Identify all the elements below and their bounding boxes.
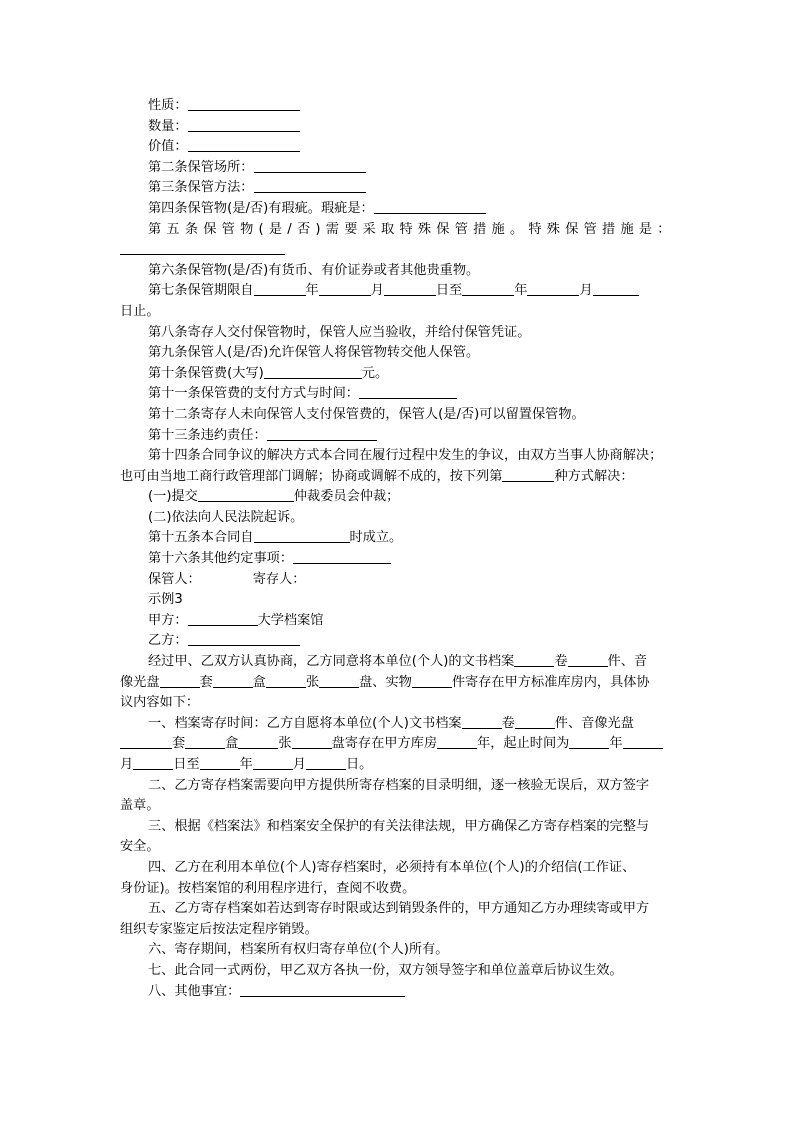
set-label: 套 [199, 674, 213, 690]
blank-line [188, 96, 300, 111]
article-text: 件、音像光盘 [554, 715, 634, 731]
blank-line [120, 734, 172, 749]
blank-line [254, 281, 306, 296]
yuan-label: 元。 [361, 365, 389, 381]
article-6 [120, 940, 675, 961]
paragraph-text: 件、音 [607, 654, 648, 670]
custodian-label: 保管人： [148, 571, 201, 587]
article-4-cont [120, 879, 675, 900]
day-label: 日。 [345, 757, 373, 772]
option-text: 仲裁委员会仲裁； [293, 489, 400, 505]
blank-line [593, 281, 639, 296]
article-2 [120, 776, 675, 797]
agreement-intro-cont [120, 673, 675, 694]
clause-4 [120, 199, 675, 220]
blank-line [306, 755, 346, 770]
clause-5-blank [120, 240, 675, 261]
clause-text: 第五条保管物(是/否)需要采取特殊保管措施。特殊保管措施是： [148, 221, 675, 237]
sheet-label: 张 [305, 674, 320, 690]
blank-line [437, 734, 477, 749]
quantity-label: 数量： [148, 118, 188, 134]
party-b-label: 乙方： [148, 633, 188, 649]
clause-3 [120, 178, 675, 199]
blank-line [462, 281, 514, 296]
blank-line [359, 384, 457, 399]
clause-15 [120, 528, 675, 549]
article-text: 组织专家鉴定后按法定程序销毁。 [120, 921, 318, 937]
clause-text: 也可由当地工商行政管理部门调解；协商或调解不成的，按下列第 [120, 468, 503, 484]
blank-line [384, 281, 436, 296]
clause-2 [120, 158, 675, 179]
clause-14 [120, 446, 675, 467]
year-label: 年 [239, 757, 253, 772]
clause-12 [120, 405, 675, 426]
clause-9 [120, 343, 675, 364]
blank-line [188, 117, 300, 132]
article-text: 二、乙方寄存档案需要向甲方提供所寄存档案的目录明细，逐一核验无误后，双方签字 [148, 777, 650, 793]
clause-value [120, 137, 675, 158]
box-label: 盒 [225, 736, 239, 752]
party-a-label: 甲方： [148, 612, 188, 628]
article-text: 六、寄存期间，档案所有权归寄存单位(个人)所有。 [148, 942, 449, 958]
blank-line [462, 714, 502, 729]
clause-text: 第十三条违约责任： [148, 427, 267, 443]
clause-text: 第十一条保管费的支付方式与时间： [148, 386, 359, 402]
blank-line [266, 673, 306, 688]
clause-7 [120, 281, 675, 302]
clause-16 [120, 549, 675, 570]
blank-line [188, 137, 300, 152]
blank-line [374, 199, 486, 214]
blank-line [240, 982, 405, 997]
blank-line [253, 755, 293, 770]
sheet-label: 张 [278, 736, 292, 752]
blank-line [502, 467, 554, 482]
article-text: 八、其他事宜： [148, 983, 241, 999]
clause-text: 第十二条寄存人未向保管人支付保管费的，保管人(是/否)可以留置保管物。 [148, 406, 585, 422]
year-label: 年 [305, 283, 319, 299]
clause-text: 种方式解决： [554, 468, 634, 484]
clause-text: 日止。 [120, 303, 160, 319]
paragraph-text: 件寄存在甲方标准库房内，具体协 [451, 674, 650, 690]
blank-line [264, 364, 362, 379]
clause-quantity [120, 117, 675, 138]
article-4 [120, 858, 675, 879]
article-8 [120, 982, 675, 1003]
article-1-cont [120, 734, 675, 755]
clause-text: 第十六条其他约定事项： [148, 551, 294, 567]
article-text: 身份证)。按档案馆的利用程序进行，查阅不收费。 [120, 880, 416, 896]
blank-line [293, 549, 391, 564]
clause-text: 第十条保管费(大写) [148, 365, 264, 381]
day-to-label: 日至 [435, 283, 463, 299]
volume-label: 卷 [501, 715, 515, 731]
blank-line [198, 487, 294, 502]
clause-text: 第四条保管物(是/否)有瑕疵。瑕疵是： [148, 200, 374, 216]
blank-line [412, 673, 452, 688]
article-text: 三、根据《档案法》和档案安全保护的有关法律法规，甲方确保乙方寄存档案的完整与 [148, 818, 650, 834]
blank-line [200, 755, 240, 770]
clause-text: 第六条保管物(是/否)有货币、有价证券或者其他贵重物。 [148, 262, 480, 278]
blank-line [568, 652, 608, 667]
party-a [120, 611, 675, 632]
clause-text: 第九条保管人(是/否)允许保管人将保管物转交他人保管。 [148, 345, 480, 361]
clause-text: 第十五条本合同自 [148, 530, 254, 546]
clause-text: 第七条保管期限自 [148, 283, 254, 299]
example-heading [120, 590, 675, 611]
blank-line [238, 734, 278, 749]
article-3 [120, 817, 675, 838]
option-1 [120, 487, 675, 508]
clause-14-cont [120, 467, 675, 488]
paragraph-text: 经过甲、乙双方认真协商，乙方同意将本单位(个人)的文书档案 [148, 654, 515, 670]
blank-line [267, 426, 377, 441]
blank-line [160, 673, 200, 688]
article-1 [120, 714, 675, 735]
article-text: 四、乙方在利用本单位(个人)寄存档案时，必须持有本单位(个人)的介绍信(工作证、 [148, 859, 636, 875]
article-text: 一、档案寄存时间：乙方自愿将本单位(个人)文书档案 [148, 715, 462, 731]
clause-nature [120, 96, 675, 117]
article-3-cont [120, 837, 675, 858]
blank-line [319, 673, 359, 688]
clause-text: 第八条寄存人交付保管物时，保管人应当验收，并给付保管凭证。 [148, 324, 531, 340]
clause-text: 时成立。 [349, 530, 403, 546]
agreement-intro-end [120, 693, 675, 714]
nature-label: 性质： [148, 98, 188, 113]
month-label: 月 [120, 757, 134, 772]
blank-line [623, 734, 663, 749]
blank-line [254, 178, 366, 193]
article-text: 七、此合同一式两份，甲乙双方各执一份，双方领导签字和单位盖章后协议生效。 [148, 962, 623, 978]
paragraph-text: 盘、实物 [359, 674, 412, 690]
day-to-label: 日至 [173, 757, 200, 772]
paragraph-text: 议内容如下： [120, 695, 200, 711]
clause-7-end [120, 302, 675, 323]
option-text: (一)提交 [148, 489, 198, 505]
agreement-intro [120, 652, 675, 673]
blank-line [292, 734, 332, 749]
clause-10 [120, 364, 675, 385]
article-text: 五、乙方寄存档案如若达到寄存时限或达到销毁条件的，甲方通知乙方办理续寄或甲方 [148, 901, 650, 917]
clause-5 [120, 220, 675, 241]
party-b [120, 631, 675, 652]
paragraph-text: 像光盘 [120, 674, 160, 690]
clause-8 [120, 323, 675, 344]
blank-line [133, 755, 173, 770]
clause-13 [120, 426, 675, 447]
blank-line [527, 281, 579, 296]
article-7 [120, 961, 675, 982]
blank-line [514, 652, 554, 667]
option-text: (二)依法向人民法院起诉。 [148, 509, 304, 525]
clause-text: 第十四条合同争议的解决方式本合同在履行过程中发生的争议，由双方当事人协商解决； [148, 448, 663, 464]
month-label: 月 [292, 757, 306, 772]
box-label: 盒 [252, 674, 266, 690]
article-text: 安全。 [120, 839, 160, 855]
clause-text: 第三条保管方法： [148, 180, 254, 196]
article-5 [120, 899, 675, 920]
blank-line [569, 734, 609, 749]
blank-line [185, 734, 225, 749]
article-1-end [120, 755, 675, 776]
signature-line [120, 570, 675, 591]
clause-6 [120, 261, 675, 282]
depositor-label: 寄存人： [252, 571, 306, 587]
article-text: 盖章。 [120, 798, 160, 814]
article-2-cont [120, 796, 675, 817]
blank-line [515, 714, 555, 729]
month-label: 月 [579, 283, 593, 299]
article-text: 年，起止时间为 [477, 736, 570, 752]
blank-line [188, 631, 300, 646]
volume-label: 卷 [554, 654, 568, 670]
year-label: 年 [514, 283, 528, 299]
option-2 [120, 508, 675, 529]
contract-document [120, 96, 675, 1002]
clause-11 [120, 384, 675, 405]
blank-line [254, 158, 366, 173]
clause-text: 第二条保管场所： [148, 159, 254, 175]
blank-line [254, 528, 350, 543]
blank-line [319, 281, 371, 296]
month-label: 月 [370, 283, 384, 299]
set-label: 套 [172, 736, 186, 752]
article-5-cont [120, 920, 675, 941]
article-text: 盘寄存在甲方库房 [331, 736, 438, 752]
year-label: 年 [609, 736, 623, 752]
blank-line [188, 611, 258, 626]
blank-line [213, 673, 253, 688]
party-a-name: 大学档案馆 [257, 612, 324, 628]
blank-line [120, 240, 285, 255]
example-title: 示例3 [148, 592, 183, 608]
value-label: 价值： [148, 139, 188, 155]
